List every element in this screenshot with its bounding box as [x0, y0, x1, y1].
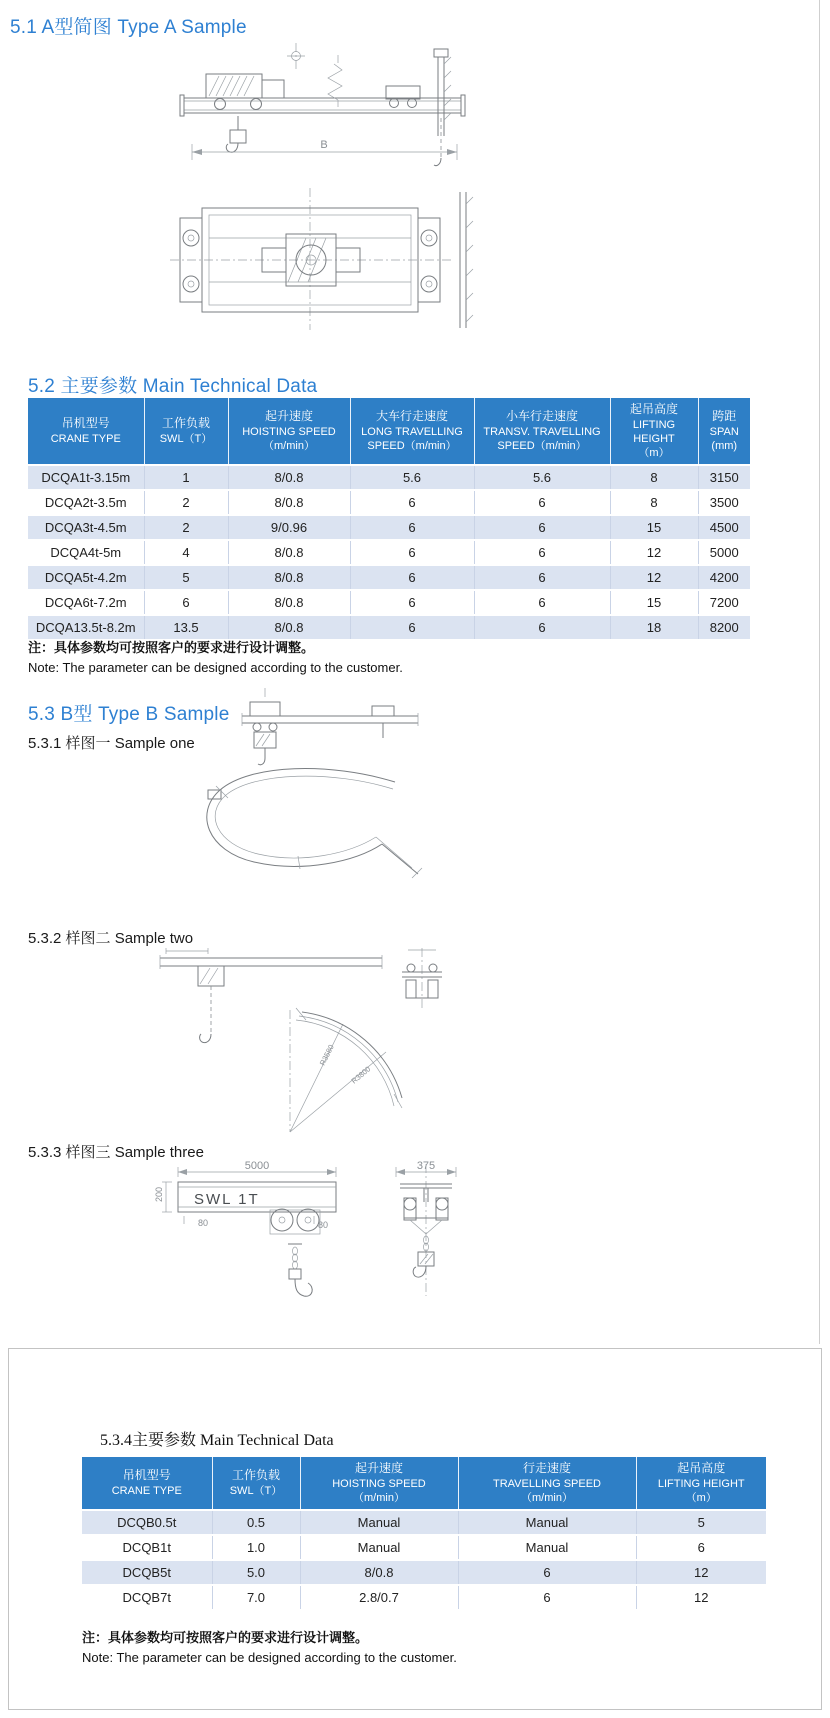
col-span: 跨距 SPAN (mm): [698, 398, 750, 465]
table-cell: 6: [350, 565, 474, 590]
table-cell: 15: [610, 515, 698, 540]
section-title-5-1: 5.1 A型简图 Type A Sample: [10, 17, 247, 38]
table-header-row: [82, 1457, 766, 1510]
table-cell: Manual: [458, 1510, 636, 1535]
table-cell: 6: [474, 490, 610, 515]
hook-block: [226, 116, 246, 152]
sample-one-end-trolley: [372, 706, 394, 738]
table-row: [28, 615, 750, 640]
plan-view-beam: [154, 1160, 336, 1230]
table-cell: 8/0.8: [228, 490, 350, 515]
table-row: [28, 540, 750, 565]
table-cell: 5.6: [474, 465, 610, 490]
table-cell: 1: [144, 465, 228, 490]
radius-label-2: R3800: [349, 1064, 373, 1086]
table-cell: DCQA3t-4.5m: [28, 515, 144, 540]
table-cell: DCQB0.5t: [82, 1510, 212, 1535]
table-cell: 5000: [698, 540, 750, 565]
end-view: [396, 1160, 456, 1296]
type-b-spec-table-wrap: [82, 1457, 766, 1611]
col-crane-type: 吊机型号 CRANE TYPE: [28, 398, 144, 465]
note-en: Note: The parameter can be designed according to the customer.: [28, 659, 403, 675]
table-cell: 6: [458, 1585, 636, 1610]
table-cell: 8/0.8: [228, 540, 350, 565]
table-a-note: [28, 638, 403, 677]
table-row: [82, 1560, 766, 1585]
table-cell: DCQB7t: [82, 1585, 212, 1610]
type-a-spec-table-wrap: [28, 398, 750, 641]
section-title-5-3: 5.3 B型 Type B Sample: [28, 704, 230, 725]
table-cell: 6: [144, 590, 228, 615]
table-cell: 8/0.8: [300, 1560, 458, 1585]
table-cell: 5: [144, 565, 228, 590]
span-dim-label: B: [320, 139, 328, 151]
span-dimension: [192, 139, 457, 160]
table-row: [82, 1535, 766, 1560]
sample-one-beam: [242, 713, 418, 726]
table-cell: 8: [610, 490, 698, 515]
section-title-5-3-3: 5.3.3 样图三 Sample three: [28, 1144, 204, 1161]
section-title-5-2: 5.2 主要参数 Main Technical Data: [28, 376, 318, 397]
type-a-table-body: [28, 465, 750, 640]
table-cell: 4200: [698, 565, 750, 590]
table-cell: 5.6: [350, 465, 474, 490]
table-row: [28, 590, 750, 615]
table-cell: 18: [610, 615, 698, 640]
plan-view-trolley-and-hook: [270, 1209, 320, 1296]
table-cell: 2.8/0.7: [300, 1585, 458, 1610]
type-b-table-body: [82, 1510, 766, 1610]
table-cell: 6: [350, 540, 474, 565]
curved-track-arc: [290, 1008, 402, 1132]
table-cell: 6: [350, 490, 474, 515]
curved-track-loop: [207, 769, 422, 878]
col-long-travelling-speed: 大车行走速度 LONG TRAVELLING SPEED（m/min）: [350, 398, 474, 465]
festoon-spring-symbol: [328, 55, 342, 107]
sample-one-hoist-trolley: [250, 702, 280, 765]
sample-three-drawing: [150, 1158, 490, 1344]
col-lifting-height: 起吊高度 LIFTING HEIGHT （m）: [636, 1457, 766, 1510]
beam-marking-label: SWL 1T: [194, 1191, 260, 1208]
support-mast-and-chain: [434, 49, 451, 166]
table-cell: 12: [610, 540, 698, 565]
table-cell: DCQA1t-3.15m: [28, 465, 144, 490]
table-cell: 6: [350, 615, 474, 640]
col-swl: 工作负载 SWL（T）: [212, 1457, 300, 1510]
table-cell: DCQA13.5t-8.2m: [28, 615, 144, 640]
table-cell: 2: [144, 490, 228, 515]
sample-one-drawing: [150, 686, 480, 910]
table-cell: 12: [636, 1560, 766, 1585]
table-cell: 8/0.8: [228, 615, 350, 640]
table-b-note: [82, 1628, 457, 1667]
offset-left-dim-label: 80: [198, 1218, 209, 1228]
table-row: [82, 1510, 766, 1535]
table-cell: 6: [474, 515, 610, 540]
table-cell: Manual: [300, 1510, 458, 1535]
end-trolley: [386, 86, 420, 108]
section-title-5-3-4: 5.3.4主要参数 Main Technical Data: [100, 1432, 334, 1449]
section-title-5-3-1: 5.3.1 样图一 Sample one: [28, 735, 195, 752]
table-cell: 3500: [698, 490, 750, 515]
type-a-spec-table: [28, 398, 750, 641]
table-cell: 9/0.96: [228, 515, 350, 540]
sample-two-drawing: [150, 946, 485, 1140]
section-title-5-3-2: 5.3.2 样图二 Sample two: [28, 930, 194, 947]
height-dim-label: 200: [154, 1186, 164, 1202]
table-cell: 6: [474, 565, 610, 590]
col-lifting-height: 起吊高度 LIFTING HEIGHT （m）: [610, 398, 698, 465]
col-hoisting-speed: 起升速度 HOISTING SPEED （m/min）: [228, 398, 350, 465]
table-cell: 0.5: [212, 1510, 300, 1535]
sample-two-beam: [160, 948, 382, 969]
note-cn: 注：具体参数均可按照客户的要求进行设计调整。: [28, 640, 315, 655]
col-swl: 工作负载 SWL（T）: [144, 398, 228, 465]
table-cell: DCQA6t-7.2m: [28, 590, 144, 615]
col-hoisting-speed: 起升速度 HOISTING SPEED （m/min）: [300, 1457, 458, 1510]
note-en: Note: The parameter can be designed according to the customer.: [82, 1649, 457, 1665]
table-cell: DCQA5t-4.2m: [28, 565, 144, 590]
table-row: [28, 515, 750, 540]
table-cell: 6: [350, 515, 474, 540]
table-cell: 6: [350, 590, 474, 615]
centerline-crosshair-icon: [287, 43, 305, 72]
table-row: [28, 490, 750, 515]
table-cell: 6: [636, 1535, 766, 1560]
table-cell: 12: [636, 1585, 766, 1610]
table-cell: 4500: [698, 515, 750, 540]
table-cell: 3150: [698, 465, 750, 490]
table-cell: DCQB1t: [82, 1535, 212, 1560]
table-cell: 7200: [698, 590, 750, 615]
table-cell: 2: [144, 515, 228, 540]
table-cell: 6: [474, 615, 610, 640]
table-cell: DCQB5t: [82, 1560, 212, 1585]
table-cell: Manual: [458, 1535, 636, 1560]
table-row: [82, 1585, 766, 1610]
table-row: [28, 465, 750, 490]
table-cell: 15: [610, 590, 698, 615]
table-cell: 4: [144, 540, 228, 565]
radius-label-1: R3580: [317, 1043, 336, 1067]
table-cell: 1.0: [212, 1535, 300, 1560]
table-cell: 6: [458, 1560, 636, 1585]
table-cell: DCQA4t-5m: [28, 540, 144, 565]
width-dim-label: 375: [416, 1160, 436, 1172]
hoist-trolley: [206, 74, 284, 110]
table-cell: 8/0.8: [228, 565, 350, 590]
table-cell: 8/0.8: [228, 465, 350, 490]
table-cell: Manual: [300, 1535, 458, 1560]
table-cell: 5.0: [212, 1560, 300, 1585]
table-header-row: [28, 398, 750, 465]
col-crane-type: 吊机型号 CRANE TYPE: [82, 1457, 212, 1510]
col-transv-travelling-speed: 小车行走速度 TRANSV. TRAVELLING SPEED（m/min）: [474, 398, 610, 465]
type-a-plan-view-drawing: [168, 182, 480, 334]
runway-rail: [460, 192, 473, 328]
type-a-front-elevation-drawing: [168, 40, 480, 178]
type-b-spec-table: [82, 1457, 766, 1611]
table-cell: 7.0: [212, 1585, 300, 1610]
table-cell: 8/0.8: [228, 590, 350, 615]
sample-two-hoist: [198, 966, 224, 1043]
offset-right-dim-label: 80: [318, 1220, 329, 1230]
table-cell: 8200: [698, 615, 750, 640]
table-cell: DCQA2t-3.5m: [28, 490, 144, 515]
table-cell: 5: [636, 1510, 766, 1535]
table-cell: 13.5: [144, 615, 228, 640]
page-edge-line: [819, 0, 820, 1344]
table-cell: 6: [474, 540, 610, 565]
note-cn: 注：具体参数均可按照客户的要求进行设计调整。: [82, 1630, 369, 1645]
table-cell: 6: [474, 590, 610, 615]
table-cell: 12: [610, 565, 698, 590]
table-cell: 8: [610, 465, 698, 490]
col-travelling-speed: 行走速度 TRAVELLING SPEED （m/min）: [458, 1457, 636, 1510]
sample-two-end-view-detail: [402, 948, 442, 1008]
table-row: [28, 565, 750, 590]
length-dim-label: 5000: [244, 1160, 270, 1172]
